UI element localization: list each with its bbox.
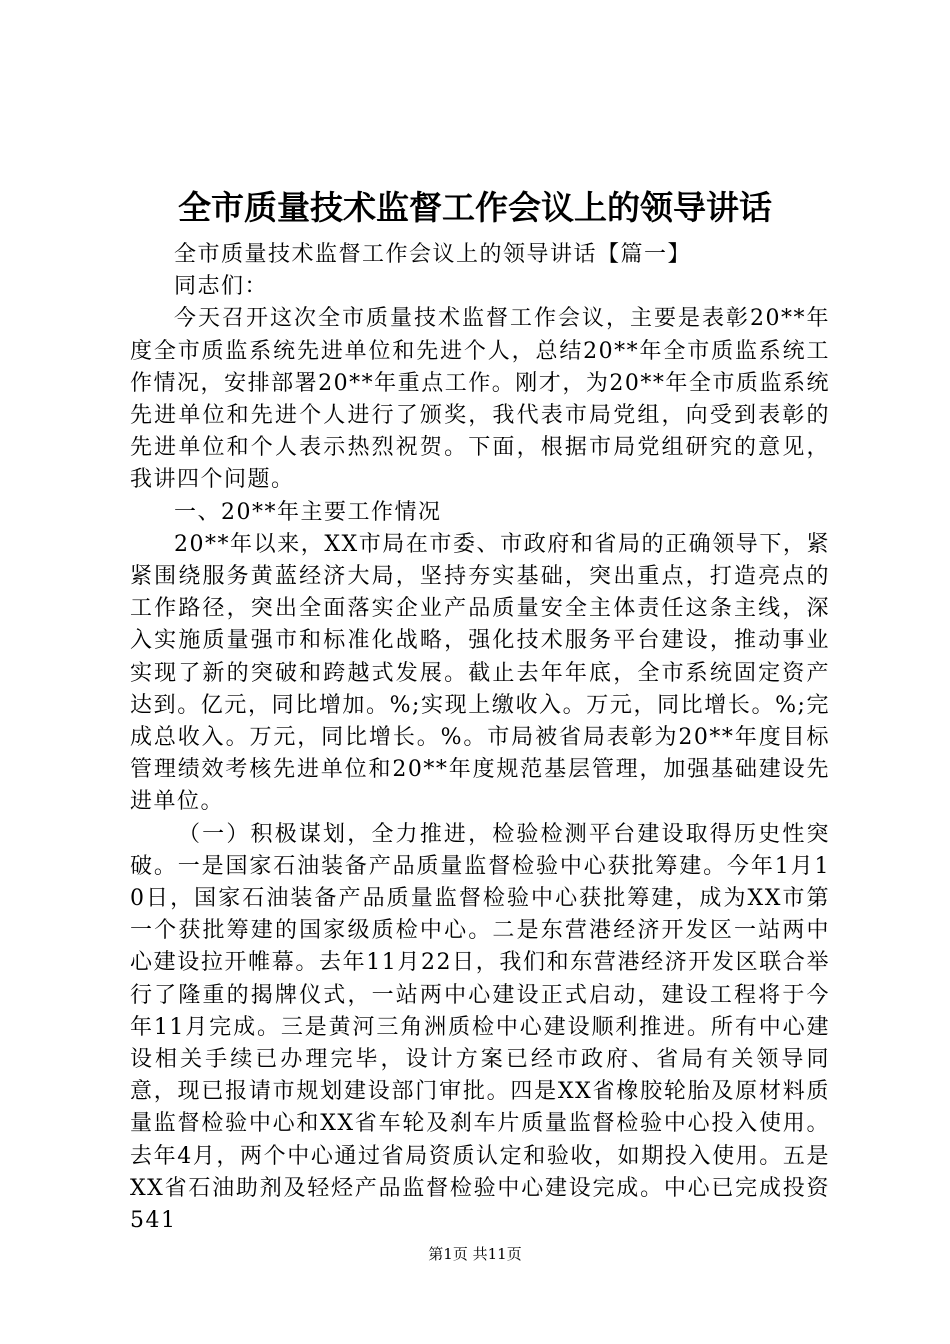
section-heading: 全市质量技术监督工作会议上的领导讲话【篇一】 <box>174 242 692 267</box>
page-number-footer: 第1页 共11页 <box>428 1245 522 1263</box>
paragraph-item-one: （一）积极谋划，全力推进，检验检测平台建设取得历史性突破。一是国家石油装备产品质量监督检验中心获批筹建。今年1月10日，国家石油装备产品质量监督检验中心获批筹建，成为XX市第一个获批筹建的国家级质检中心。二是东营港经济开发区一站两中心建设拉开帷幕。去年11月22日，我们和东营港经济开发区联合举行了隆重的揭牌仪式，一站两中心建设正式启动，建设工程将于今年11月完成。三是黄河三角洲质检中心建设顺利推进。所有中心建设相关手续已办理完毕，设计方案已经市政府、省局有关领导同意，现已报请市规划建设部门审批。四是XX省橡胶轮胎及原材料质量监督检验中心和XX省车轮及刹车片质量监督检验中心投入使用。去年4月，两个中心通过省局资质认定和验收，如期投入使用。五是XX省石油助剂及轻烃产品监督检验中心建设完成。中心已完成投资541 <box>130 821 830 1234</box>
salutation: 同志们： <box>174 274 269 300</box>
section-heading-main-work: 一、20**年主要工作情况 <box>174 499 442 525</box>
paragraph-intro: 今天召开这次全市质量技术监督工作会议，主要是表彰20**年度全市质监系统先进单位和先进个人，总结20**年全市质监系统工作情况，安排部署20**年重点工作。刚才，为20**年全市质监系统先进单位和先进个人进行了颁奖，我代表市局党组，向受到表彰的先进单位和个人表示热烈祝贺。下面，根据市局党组研究的意见，我讲四个问题。 <box>130 306 830 493</box>
paragraph-overview: 20**年以来，XX市局在市委、市政府和省局的正确领导下，紧紧围绕服务黄蓝经济大局，坚持夯实基础，突出重点，打造亮点的工作路径，突出全面落实企业产品质量安全主体责任这条主线，深入实施质量强市和标准化战略，强化技术服务平台建设，推动事业实现了新的突破和跨越式发展。截止去年年底，全市系统固定资产达到。亿元，同比增加。%;实现上缴收入。万元，同比增长。%;完成总收入。万元，同比增长。%。市局被省局表彰为20**年度目标管理绩效考核先进单位和20**年度规范基层管理，加强基础建设先进单位。 <box>130 531 830 815</box>
document-body <box>130 239 830 1237</box>
document-title: 全市质量技术监督工作会议上的领导讲话 <box>178 188 772 227</box>
